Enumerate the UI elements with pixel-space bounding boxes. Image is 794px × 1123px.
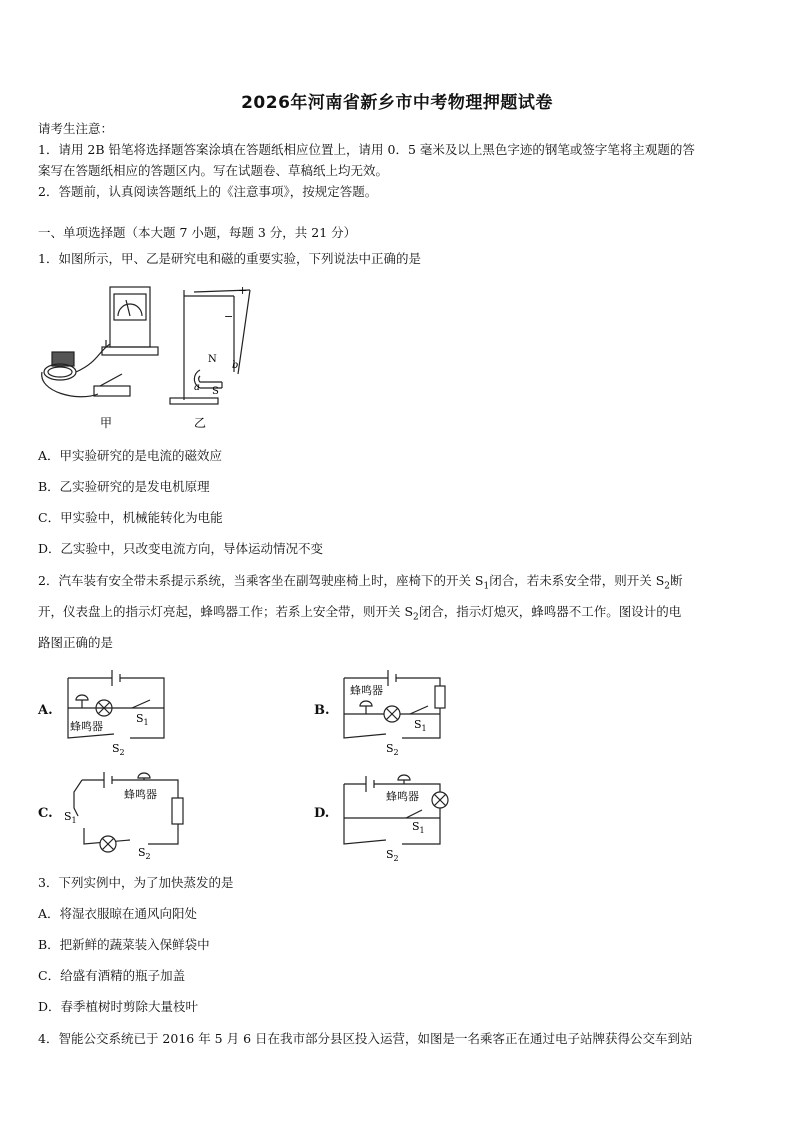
q2-option-a-label: A. — [38, 703, 53, 718]
q1-option-b: B．乙实验研究的是发电机原理 — [38, 479, 210, 494]
q1-option-c: C．甲实验中，机械能转化为电能 — [38, 510, 223, 525]
page-title: 2026年河南省新乡市中考物理押题试卷 — [241, 93, 553, 113]
motor-experiment — [170, 290, 250, 404]
label-plus: + — [238, 284, 248, 297]
notice-line-1: 1．请用 2B 铅笔将选择题答案涂填在答题纸相应位置上，请用 0．5 毫米及以上黑色字迹的钢笔或签字笔将主观题的答 — [38, 142, 695, 157]
q2-stem-line-3: 路图正确的是 — [38, 635, 114, 650]
svg-text:S1: $S_1$ — [412, 820, 425, 835]
q2-stem-line-2: 开，仪表盘上的指示灯亮起，蜂鸣器工作；若系上安全带，则开关 $S_2$闭合，指示灯熄灭，蜂鸣器不工作。图设计的电 — [38, 604, 682, 623]
svg-text:蜂鸣器: 蜂鸣器 — [350, 684, 383, 697]
label-b: b — [232, 360, 239, 371]
circuit-b — [336, 666, 456, 758]
magnet-coil — [42, 344, 130, 397]
q1-option-d: D．乙实验中，只改变电流方向，导体运动情况不变 — [38, 541, 324, 556]
svg-text:S2: $S_2$ — [386, 848, 399, 862]
svg-text:S2: $S_2$ — [138, 846, 151, 861]
svg-text:S1: $S_1$ — [136, 712, 149, 727]
svg-text:S1: $S_1$ — [64, 810, 77, 825]
q2-option-d-label: D. — [314, 806, 330, 821]
q2-option-c-label: C. — [38, 806, 53, 821]
galvanometer-figure — [102, 287, 158, 355]
notice-heading: 请考生注意： — [38, 121, 114, 136]
label-yi: 乙 — [194, 416, 207, 430]
svg-text:蜂鸣器: 蜂鸣器 — [70, 720, 103, 733]
svg-text:蜂鸣器: 蜂鸣器 — [386, 790, 419, 803]
svg-text:S2: $S_2$ — [112, 742, 125, 757]
q4-stem: 4．智能公交系统已于 2016 年 5 月 6 日在我市部分县区投入运营，如图是一名乘客正在通过电子站牌获得公交车到站 — [38, 1031, 693, 1046]
q3-option-d: D．春季植树时剪除大量枝叶 — [38, 999, 199, 1014]
label-S: S — [212, 386, 219, 397]
circuit-a — [60, 666, 180, 758]
notice-line-3: 2．答题前，认真阅读答题纸上的《注意事项》，按规定答题。 — [38, 184, 378, 199]
circuit-d — [336, 768, 466, 862]
section-heading: 一、单项选择题（本大题 7 小题，每题 3 分，共 21 分） — [38, 225, 357, 240]
q2-option-b-label: B. — [314, 703, 330, 718]
q3-option-c: C．给盛有酒精的瓶子加盖 — [38, 968, 186, 983]
svg-text:S2: $S_2$ — [386, 742, 399, 757]
q1-figure — [38, 282, 268, 432]
circuit-c — [60, 768, 190, 862]
q3-stem: 3．下列实例中，为了加快蒸发的是 — [38, 875, 234, 890]
label-a: a — [194, 382, 200, 393]
svg-text:蜂鸣器: 蜂鸣器 — [124, 788, 157, 801]
q1-stem: 1．如图所示，甲、乙是研究电和磁的重要实验，下列说法中正确的是 — [38, 251, 421, 266]
q2-stem-line-1: 2．汽车装有安全带未系提示系统，当乘客坐在副驾驶座椅上时，座椅下的开关 $S_1$闭合，若未系安全带，则开关 $S_2$断 — [38, 573, 683, 592]
q3-option-b: B．把新鲜的蔬菜装入保鲜袋中 — [38, 937, 210, 952]
svg-text:S1: $S_1$ — [414, 718, 427, 733]
label-N: N — [208, 354, 217, 365]
label-jia: 甲 — [100, 416, 113, 430]
label-minus: − — [224, 310, 234, 323]
q3-option-a: A．将湿衣服晾在通风向阳处 — [38, 906, 198, 921]
notice-line-2: 案写在答题纸相应的答题区内。写在试题卷、草稿纸上均无效。 — [38, 163, 389, 178]
q1-option-a: A．甲实验研究的是电流的磁效应 — [38, 448, 223, 463]
